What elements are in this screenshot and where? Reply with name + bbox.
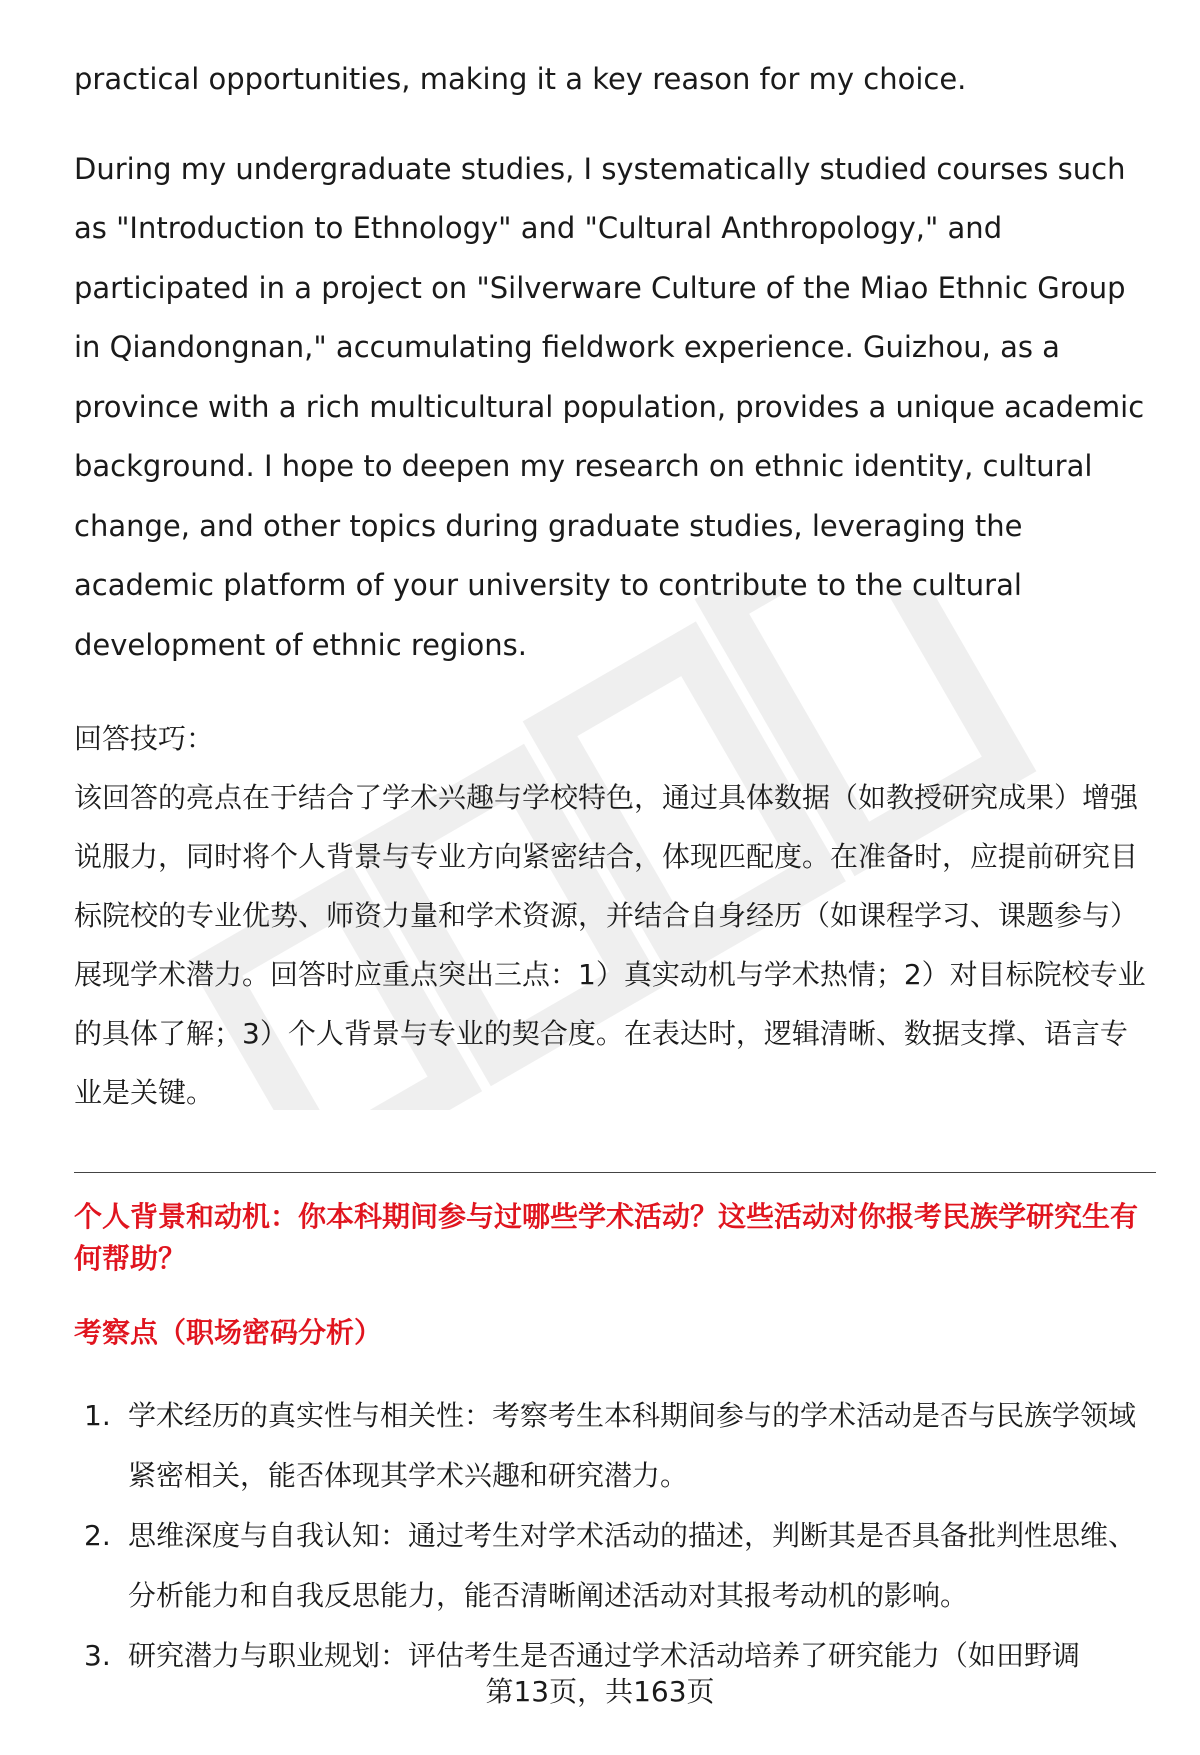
list-item-number: 3. xyxy=(84,1639,111,1672)
page-content xyxy=(74,0,1154,1122)
question-title: 个人背景和动机：你本科期间参与过哪些学术活动？这些活动对你报考民族学研究生有何帮助？ xyxy=(74,1200,1139,1275)
tips-label: 回答技巧： xyxy=(74,722,215,755)
list-item xyxy=(84,1506,1156,1626)
list-item-number: 2. xyxy=(84,1519,111,1552)
page-footer: 第13页，共163页 xyxy=(485,1675,715,1708)
tips-text: 该回答的亮点在于结合了学术兴趣与学校特色，通过具体数据（如教授研究成果）增强说服力，同时将个人背景与专业方向紧密结合，体现匹配度。在准备时，应提前研究目标院校的专业优势、师资力量和学术资源，并结合自身经历（如课程学习、课题参与）展现学术潜力。回答时应重点突出三点：1）真实动机与学术热情；2）对目标院校专业的具体了解；3）个人背景与专业的契合度。在表达时，逻辑清晰、数据支撑、语言专业是关键。 xyxy=(74,781,1146,1109)
list-item-text: 研究潜力与职业规划：评估考生是否通过学术活动培养了研究能力（如田野调 xyxy=(128,1639,1081,1672)
list-item-text: 思维深度与自我认知：通过考生对学术活动的描述，判断其是否具备批判性思维、分析能力和自我反思能力，能否清晰阐述活动对其报考动机的影响。 xyxy=(128,1519,1137,1612)
paragraph-intro: practical opportunities, making it a key reason for my choice. xyxy=(74,62,967,96)
paragraph-body: During my undergraduate studies, I systematically studied courses such as "Introduction to Ethnology" and "Cultural Anthropology," and participated in a project on "Silverware Culture of the Miao Ethnic Group in Qiandongnan," accumulating fieldwork experience. Guizhou, as a province with a rich multicultural population, provides a unique academic background. I hope to deepen my research on ethnic identity, cultural change, and other topics during graduate studies, leveraging the academic platform of your university to contribute to the cultural development of ethnic regions. xyxy=(74,151,1145,662)
list-item-text: 学术经历的真实性与相关性：考察考生本科期间参与的学术活动是否与民族学领域紧密相关，能否体现其学术兴趣和研究潜力。 xyxy=(128,1399,1137,1492)
assessment-points-list xyxy=(84,1386,1156,1686)
section-divider xyxy=(74,1172,1156,1173)
question-subheading: 考察点（职场密码分析） xyxy=(74,1316,383,1349)
list-item xyxy=(84,1386,1156,1506)
list-item-number: 1. xyxy=(84,1399,111,1432)
